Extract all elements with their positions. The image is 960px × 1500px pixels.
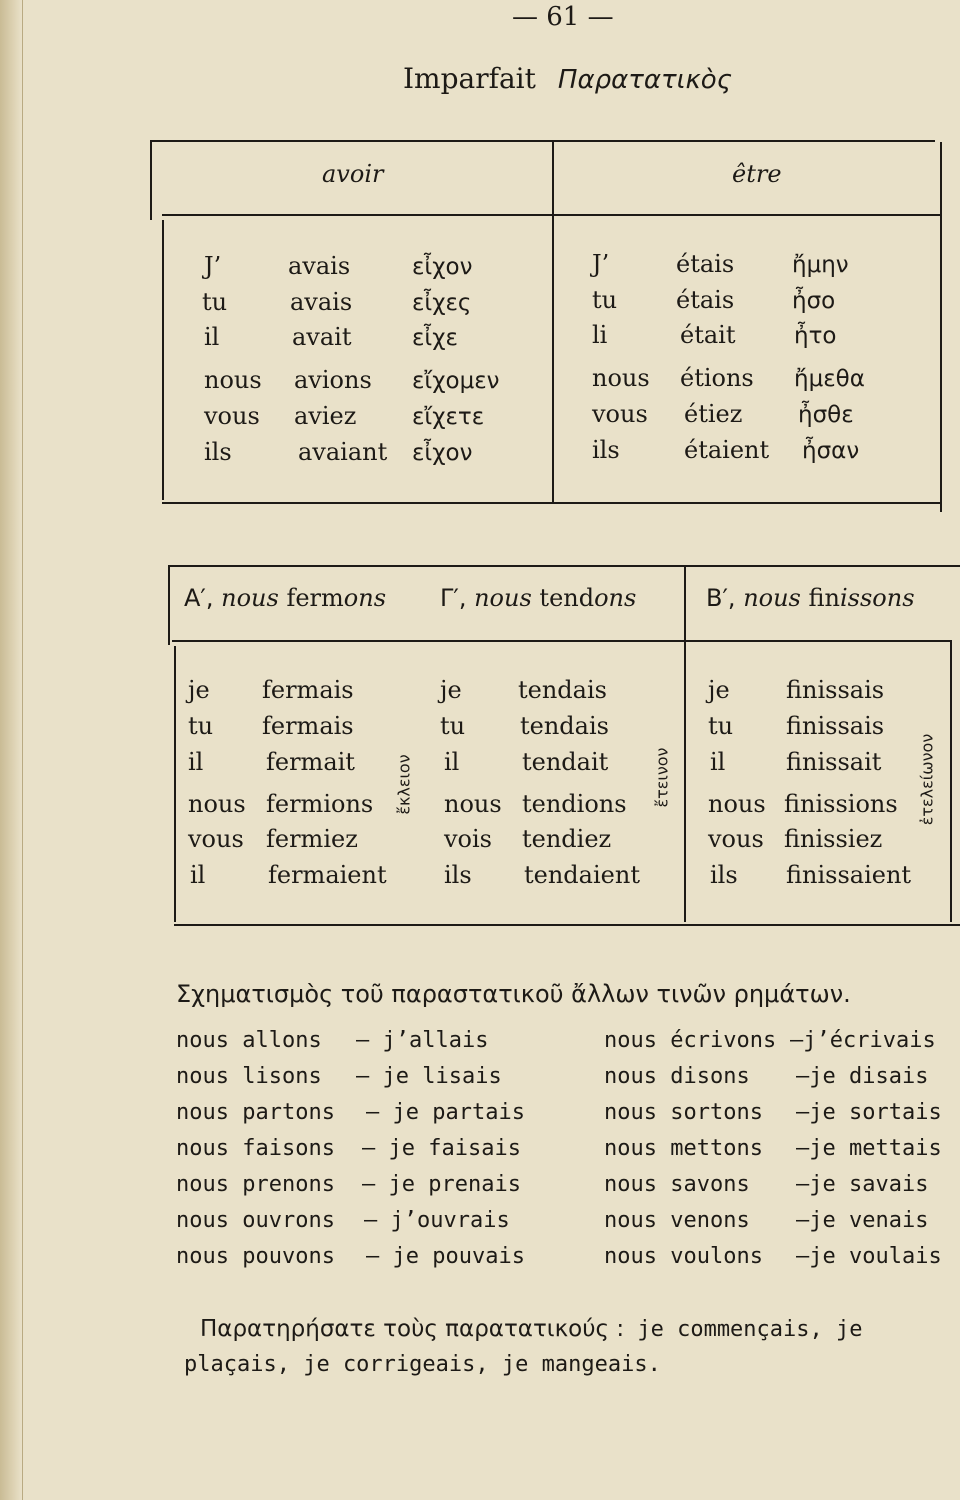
note-examples-2: plaçais, je corrigeais, je mangeais. <box>184 1352 661 1377</box>
formation-right-4-result: —je mettais <box>796 1136 942 1161</box>
avoir-row-1-greek: εἶχον <box>412 254 473 280</box>
etre-row-3-greek: ἦτο <box>794 323 837 349</box>
table1-center-rule <box>552 142 554 504</box>
table2-center-rule <box>684 567 686 922</box>
table2-left-head-rule <box>168 565 170 645</box>
group-b-row-2-verb: finissais <box>786 712 885 740</box>
group-b-row-1-verb: finissais <box>786 676 885 704</box>
etre-row-2-verb: étais <box>676 286 735 314</box>
avoir-row-6-verb: avaiant <box>298 438 388 466</box>
avoir-row-3-pronoun: il <box>204 323 220 351</box>
formation-right-3-form: nous sortons <box>604 1100 763 1125</box>
title-greek: Παρατατικὸς <box>557 65 732 95</box>
note-greek: Παρατηρήσατε τοὺς παρατατικούς : <box>200 1316 625 1342</box>
avoir-row-2-greek: εἶχες <box>412 290 472 316</box>
header-b-label: Β′, <box>706 584 736 612</box>
formation-left-4-result: — je faisais <box>362 1136 521 1161</box>
etre-row-4-pronoun: nous <box>592 364 650 392</box>
group-b-row-3-verb: finissait <box>786 748 882 776</box>
note-examples-1: je commençais, je <box>637 1317 863 1342</box>
header-b-pronoun: nous <box>743 584 801 612</box>
formation-left-7-result: – je pouvais <box>366 1244 525 1269</box>
formation-right-7-result: —je voulais <box>796 1244 942 1269</box>
group-a-row-5-verb: fermiez <box>266 825 358 853</box>
avoir-row-1-verb: avais <box>288 252 351 280</box>
etre-row-2-greek: ἦσο <box>792 288 836 314</box>
title-french: Imparfait <box>403 62 536 95</box>
group-a-row-3-pronoun: il <box>188 748 204 776</box>
etre-row-6-greek: ἦσαν <box>802 438 860 464</box>
group-g-row-1-pronoun: je <box>440 676 462 704</box>
group-b-row-4-verb: finissions <box>784 790 898 818</box>
table1-right-rule <box>940 142 942 512</box>
group-g-row-2-pronoun: tu <box>440 712 466 740</box>
group-a-row-2-pronoun: tu <box>188 712 214 740</box>
formation-left-5-form: nous prenons <box>176 1172 335 1197</box>
group-a-row-1-verb: fermais <box>262 676 354 704</box>
avoir-row-3-verb: avait <box>292 323 352 351</box>
formation-left-2-result: — je lisais <box>356 1064 502 1089</box>
formation-right-5-form: nous savons <box>604 1172 750 1197</box>
etre-row-2-pronoun: tu <box>592 286 618 314</box>
group-g-row-1-verb: tendais <box>518 676 607 704</box>
avoir-row-5-greek: εἴχετε <box>412 404 485 430</box>
formation-title: Σχηματισμὸς τοῦ παραστατικοῦ ἄλλων τινῶν ρημάτων. <box>176 980 851 1008</box>
header-group-g <box>440 584 636 612</box>
header-g-ending: ons <box>594 584 637 612</box>
etre-row-6-pronoun: ils <box>592 436 620 464</box>
avoir-row-4-verb: avions <box>294 366 372 394</box>
header-a-ending: ons <box>343 584 387 612</box>
formation-right-1-form: nous écrivons <box>604 1028 777 1053</box>
formation-right-1-result: —j’écrivais <box>790 1028 936 1053</box>
page-number: — 61 — <box>512 2 614 32</box>
header-etre: être <box>732 160 782 188</box>
header-avoir: avoir <box>322 160 384 188</box>
side-label-ekleion: ἔκλειον <box>394 754 414 815</box>
header-b-ending: issons <box>839 584 915 612</box>
group-a-row-2-verb: fermais <box>262 712 354 740</box>
formation-left-3-result: – je partais <box>366 1100 525 1125</box>
note-line-1 <box>200 1316 863 1342</box>
formation-left-6-form: nous ouvrons <box>176 1208 335 1233</box>
avoir-row-1-pronoun: J’ <box>204 252 222 280</box>
header-g-pronoun: nous <box>474 584 532 612</box>
avoir-row-5-verb: aviez <box>294 402 357 430</box>
group-g-row-4-verb: tendions <box>522 790 627 818</box>
group-a-row-4-pronoun: nous <box>188 790 246 818</box>
etre-row-6-verb: étaient <box>684 436 770 464</box>
avoir-row-2-pronoun: tu <box>202 288 228 316</box>
header-group-b <box>706 584 915 612</box>
side-label-eteinon: ἔτεινον <box>652 747 672 808</box>
avoir-row-6-greek: εἶχον <box>412 440 473 466</box>
header-a-pronoun: nous <box>221 584 279 612</box>
formation-right-2-result: —je disais <box>796 1064 929 1089</box>
group-a-row-3-verb: fermait <box>266 748 355 776</box>
formation-right-7-form: nous voulons <box>604 1244 763 1269</box>
formation-left-2-form: nous lisons <box>176 1064 322 1089</box>
table2-right-rule <box>950 640 952 922</box>
avoir-row-4-greek: εἴχομεν <box>412 368 500 394</box>
etre-row-5-pronoun: vous <box>592 400 648 428</box>
table2-top-rule <box>168 565 960 567</box>
table2-header-rule <box>172 640 950 642</box>
group-g-row-3-pronoun: il <box>444 748 460 776</box>
avoir-row-6-pronoun: ils <box>204 438 232 466</box>
group-g-row-5-verb: tendiez <box>522 825 612 853</box>
group-b-row-3-pronoun: il <box>710 748 726 776</box>
formation-left-5-result: — je prenais <box>362 1172 521 1197</box>
avoir-row-5-pronoun: vous <box>204 402 260 430</box>
side-label-eteleionon: ἐτελείωνον <box>917 733 937 826</box>
avoir-row-3-greek: εἶχε <box>412 325 458 351</box>
group-b-row-6-pronoun: ils <box>710 861 738 889</box>
group-g-row-2-verb: tendais <box>520 712 609 740</box>
avoir-row-4-pronoun: nous <box>204 366 262 394</box>
formation-left-1-result: — j’allais <box>356 1028 489 1053</box>
group-g-row-5-pronoun: vois <box>444 825 492 853</box>
group-g-row-3-verb: tendait <box>522 748 609 776</box>
group-b-row-5-pronoun: vous <box>708 825 764 853</box>
group-a-row-6-pronoun: il <box>190 861 206 889</box>
group-b-row-5-verb: finissiez <box>784 825 883 853</box>
formation-left-6-result: — j’ouvrais <box>364 1208 510 1233</box>
etre-row-1-greek: ἤμην <box>792 252 849 278</box>
group-g-row-6-pronoun: ils <box>444 861 472 889</box>
avoir-row-2-verb: avais <box>290 288 353 316</box>
group-b-row-6-verb: finissaient <box>786 861 912 889</box>
table1-left-rule <box>162 220 164 500</box>
etre-row-3-verb: était <box>680 321 736 349</box>
group-a-row-5-pronoun: vous <box>188 825 244 853</box>
header-a-label: Α′, <box>184 584 214 612</box>
header-g-label: Γ′, <box>440 584 467 612</box>
page-title <box>403 62 732 95</box>
formation-left-1-form: nous allons <box>176 1028 322 1053</box>
group-b-row-2-pronoun: tu <box>708 712 734 740</box>
table1-left-head-rule <box>150 140 152 220</box>
formation-right-5-result: —je savais <box>796 1172 929 1197</box>
etre-row-1-pronoun: J’ <box>592 250 610 278</box>
formation-left-7-form: nous pouvons <box>176 1244 335 1269</box>
etre-row-4-verb: étions <box>680 364 754 392</box>
group-a-row-4-verb: fermions <box>266 790 374 818</box>
formation-right-2-form: nous disons <box>604 1064 750 1089</box>
group-b-row-1-pronoun: je <box>708 676 730 704</box>
group-g-row-6-verb: tendaient <box>524 861 640 889</box>
header-a-stem: ferm <box>286 584 344 612</box>
header-g-stem: tend <box>539 584 595 612</box>
formation-right-4-form: nous mettons <box>604 1136 763 1161</box>
table1-header-rule <box>162 214 940 216</box>
header-b-stem: fin <box>808 584 840 612</box>
etre-row-5-verb: étiez <box>684 400 743 428</box>
etre-row-4-greek: ἤμεθα <box>794 366 865 392</box>
formation-left-4-form: nous faisons <box>176 1136 335 1161</box>
formation-right-6-form: nous venons <box>604 1208 750 1233</box>
formation-right-3-result: —je sortais <box>796 1100 942 1125</box>
etre-row-3-pronoun: li <box>592 321 608 349</box>
table2-bottom-rule <box>174 924 960 926</box>
group-a-row-6-verb: fermaient <box>268 861 387 889</box>
etre-row-5-greek: ἦσθε <box>798 402 854 428</box>
page-gutter <box>0 0 23 1500</box>
group-g-row-4-pronoun: nous <box>444 790 502 818</box>
group-a-row-1-pronoun: je <box>188 676 210 704</box>
group-b-row-4-pronoun: nous <box>708 790 766 818</box>
formation-left-3-form: nous partons <box>176 1100 335 1125</box>
formation-right-6-result: —je venais <box>796 1208 929 1233</box>
table1-bottom-rule <box>162 502 940 504</box>
etre-row-1-verb: étais <box>676 250 735 278</box>
header-group-a <box>184 584 386 612</box>
table1-top-rule <box>150 140 935 142</box>
table2-left-rule <box>174 646 176 922</box>
